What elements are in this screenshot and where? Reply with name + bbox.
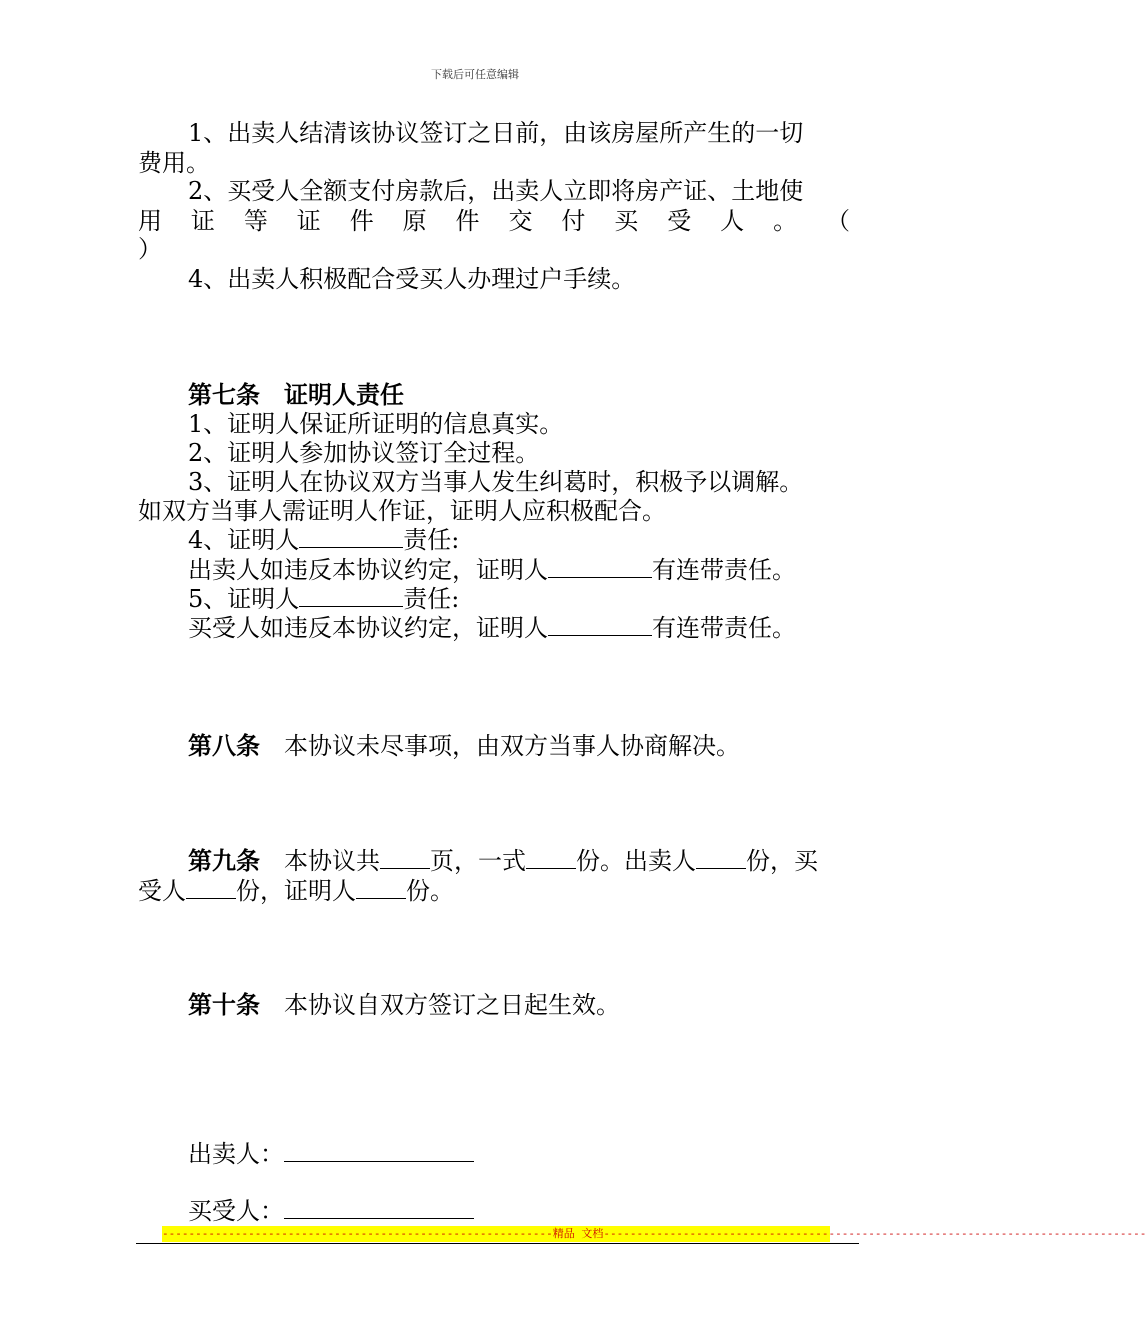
sec6-item2-line2 <box>138 206 858 236</box>
sec7-item1: 1、证明人保证所证明的信息真实。 <box>188 410 564 438</box>
sec9-text: 份，买 <box>746 847 818 875</box>
sec7-item5-detail-pre: 买受人如违反本协议约定，证明人 <box>188 614 548 642</box>
justified-char: 用 <box>138 207 162 235</box>
footer-label: 精品 文档 <box>552 1227 604 1240</box>
sec8-text: 本协议未尽事项，由双方当事人协商解决。 <box>260 732 740 760</box>
sec6-item2-justified-line <box>138 206 850 236</box>
sec7-title: 第七条 证明人责任 <box>188 381 404 409</box>
blank-line <box>526 846 576 869</box>
justified-char: 等 <box>243 207 268 235</box>
sec8 <box>138 731 908 761</box>
sec9-text: 页，一式 <box>430 847 526 875</box>
blank-line <box>299 525 403 548</box>
justified-char: 买 <box>614 207 639 235</box>
seller-label: 出卖人： <box>188 1140 284 1168</box>
sec9-text: 份。 <box>406 877 454 905</box>
seller-signature <box>138 1139 908 1169</box>
sec10-title: 第十条 <box>188 991 260 1019</box>
footer-banner <box>162 1226 1146 1242</box>
justified-char: 证 <box>190 207 215 235</box>
sec9-line1 <box>138 846 908 876</box>
footer-rule <box>136 1243 859 1244</box>
justified-char: 。 <box>773 207 798 235</box>
sec7-item5-post: 责任: <box>403 585 460 613</box>
page-header: 下载后可任意编辑 <box>431 68 519 81</box>
blank-line <box>696 846 746 869</box>
blank-line <box>548 613 652 636</box>
sec8-title: 第八条 <box>188 732 260 760</box>
sec6-item2-line1: 2、买受人全额支付房款后，出卖人立即将房产证、土地使 <box>188 177 804 205</box>
sec7-item4-detail-post: 有连带责任。 <box>652 556 796 584</box>
sec7-item4-pre: 4、证明人 <box>188 526 300 554</box>
justified-char: （ <box>825 207 850 235</box>
blank-line <box>380 846 430 869</box>
sec9-line2 <box>138 876 858 906</box>
sec7-item3-line2: 如双方当事人需证明人作证，证明人应积极配合。 <box>138 497 666 525</box>
sec10-text: 本协议自双方签订之日起生效。 <box>260 991 620 1019</box>
blank-line <box>186 876 236 899</box>
sec10 <box>138 990 908 1020</box>
justified-char: 付 <box>561 207 586 235</box>
buyer-signature-line <box>284 1196 474 1219</box>
footer-dashes: ---------------------------------------------------------------------------------- <box>603 1227 1146 1240</box>
justified-char: 受 <box>667 207 692 235</box>
sec7-item5-detail <box>138 613 908 643</box>
sec7-item2: 2、证明人参加协议签订全过程。 <box>188 439 540 467</box>
sec7-item3-line1: 3、证明人在协议双方当事人发生纠葛时，积极予以调解。 <box>188 468 804 496</box>
sec7-item5-pre: 5、证明人 <box>188 585 300 613</box>
sec6-item1-line1: 1、出卖人结清该协议签订之日前，由该房屋所产生的一切 <box>188 119 804 147</box>
sec7-item5 <box>138 584 908 614</box>
sec7-item5-detail-post: 有连带责任。 <box>652 614 796 642</box>
sec9-text: 受人 <box>138 877 186 905</box>
justified-char: 件 <box>455 207 480 235</box>
buyer-signature <box>138 1196 908 1226</box>
sec9-text: 份。出卖人 <box>576 847 696 875</box>
sec9-text: 本协议共 <box>260 847 380 875</box>
sec7-item4-detail-pre: 出卖人如违反本协议约定，证明人 <box>188 556 548 584</box>
justified-char: 原 <box>402 207 427 235</box>
sec9-text: 份，证明人 <box>236 877 356 905</box>
sec7-item4-detail <box>138 555 908 585</box>
footer-dashes: ----------------------------------------------------------- <box>162 1227 553 1240</box>
sec9-title: 第九条 <box>188 847 260 875</box>
blank-line <box>299 584 403 607</box>
seller-signature-line <box>284 1139 474 1162</box>
blank-line <box>548 555 652 578</box>
justified-char: 证 <box>296 207 321 235</box>
justified-char: 交 <box>508 207 533 235</box>
justified-char: 件 <box>349 207 374 235</box>
buyer-label: 买受人： <box>188 1197 284 1225</box>
sec6-item1-line2: 费用。 <box>138 149 210 177</box>
sec7-item4 <box>138 525 908 555</box>
sec7-item4-post: 责任: <box>403 526 460 554</box>
blank-line <box>356 876 406 899</box>
sec6-item2-line3: ） <box>138 235 162 263</box>
justified-char: 人 <box>720 207 745 235</box>
sec6-item4: 4、出卖人积极配合受买人办理过户手续。 <box>188 265 636 293</box>
